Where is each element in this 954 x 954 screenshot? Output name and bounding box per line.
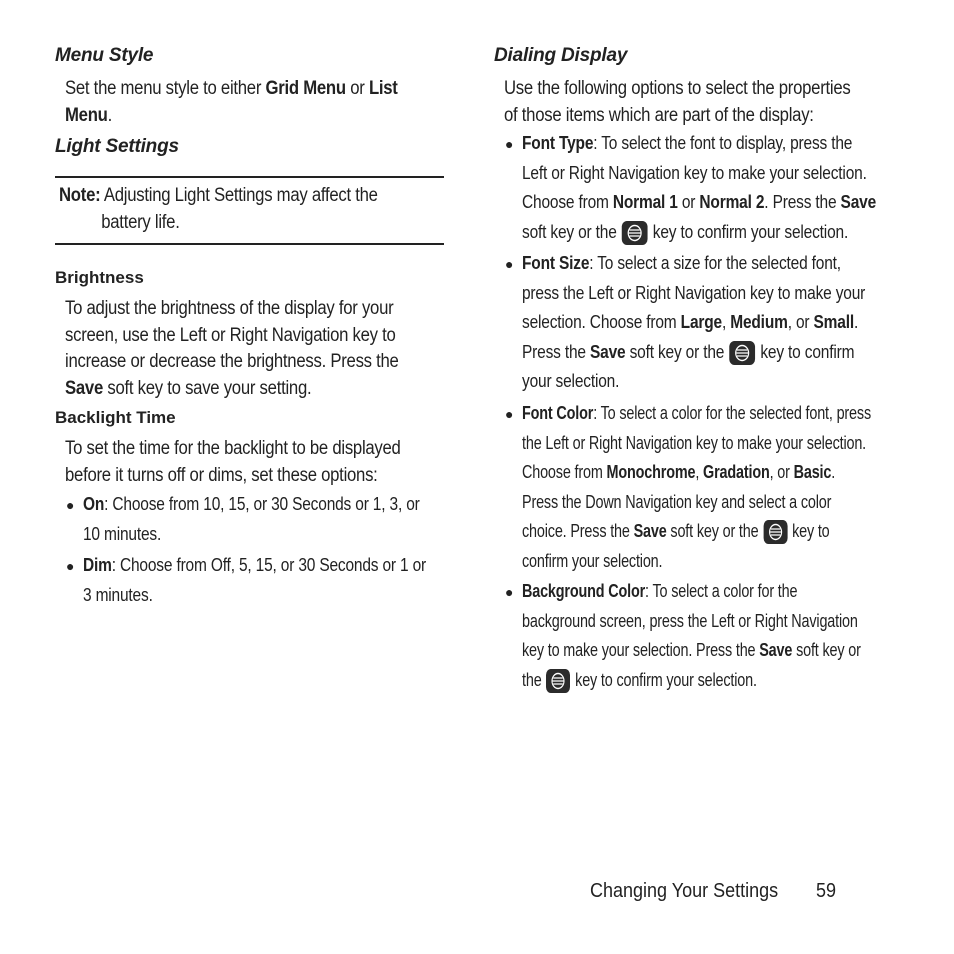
menu-style-text: Set the menu style to either Grid Menu or List Menu. xyxy=(65,78,398,126)
brightness-heading: Brightness xyxy=(55,268,144,287)
light-settings-heading: Light Settings xyxy=(55,136,179,157)
footer-section-title: Changing Your Settings xyxy=(590,880,779,902)
dialing-display-intro: Use the following options to select the properties of those items which are part of the display: xyxy=(504,78,851,126)
bullet-icon: ● xyxy=(66,497,75,513)
font-type-item: Font Type: To select the font to display, press the Left or Right Navigation key to make your selection. Choose from Normal 1 or Normal 2. Press the Save soft key or the key to confirm your selection. xyxy=(522,129,900,247)
att-key-icon xyxy=(729,341,755,365)
font-size-item: Font Size: To select a size for the selected font, press the Left or Right Navigation key to make your selection. Choose from Large, Medium, or Small. Press the Save soft key or the key to confirm your selection. xyxy=(522,253,866,391)
att-key-icon xyxy=(763,520,787,544)
bullet-icon: ● xyxy=(66,558,75,574)
menu-style-heading: Menu Style xyxy=(55,45,154,66)
backlight-dim-item: Dim: Choose from Off, 5, 15, or 30 Seconds or 1 or 3 minutes. xyxy=(83,555,427,605)
bullet-icon: ● xyxy=(505,406,514,422)
font-color-item: Font Color: To select a color for the selected font, press the Left or Right Navigation key to make your selection. Choose from Monochrome, Gradation, or Basic. Press the Down Navigation key and select a color choice. Press the Save soft key or the key to confirm your selection. xyxy=(522,403,871,571)
brightness-text: To adjust the brightness of the display for your screen, use the Left or Right Navigation key to increase or decrease the brightness. Press the Save soft key to save your setting. xyxy=(65,298,399,399)
backlight-on-item: On: Choose from 10, 15, or 30 Seconds or 1, 3, or 10 minutes. xyxy=(83,494,420,544)
dialing-display-heading: Dialing Display xyxy=(494,45,628,66)
page-number: 59 xyxy=(815,880,836,902)
background-color-item: Background Color: To select a color for the background screen, press the Left or Right Navigation key to make your selection. Press the Save soft key or the key to confirm your selection. xyxy=(522,577,874,695)
note-bottom-rule xyxy=(55,243,444,245)
att-key-icon xyxy=(546,669,570,693)
backlight-text: To set the time for the backlight to be displayed before it turns off or dims, set these options: xyxy=(65,438,401,486)
note-top-rule xyxy=(55,176,444,178)
att-key-icon xyxy=(622,221,648,245)
bullet-icon: ● xyxy=(505,136,514,152)
note-block: Note: Adjusting Light Settings may affect the battery life. xyxy=(59,185,378,233)
bullet-icon: ● xyxy=(505,256,514,272)
backlight-heading: Backlight Time xyxy=(55,408,176,427)
page-footer xyxy=(590,880,836,903)
bullet-icon: ● xyxy=(505,584,514,600)
note-label: Note: xyxy=(59,185,101,206)
